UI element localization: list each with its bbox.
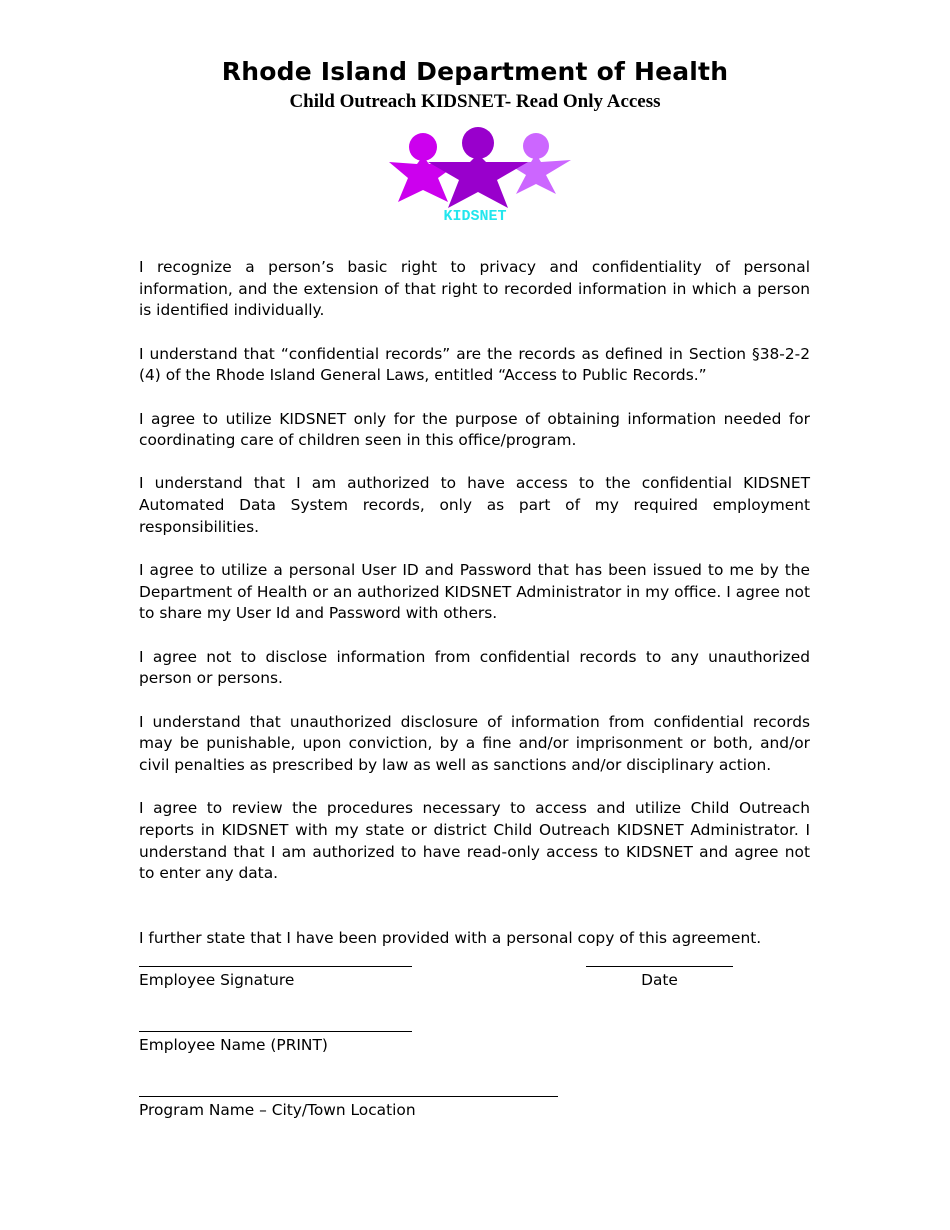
- program-name-label: Program Name – City/Town Location: [139, 1101, 416, 1119]
- kidsnet-logo: [385, 124, 575, 228]
- closing-statement: I further state that I have been provided with a personal copy of this agreement.: [139, 928, 762, 947]
- agreement-body: [139, 257, 810, 971]
- employee-signature-label: Employee Signature: [139, 971, 295, 989]
- date-block: [586, 953, 733, 989]
- page-subtitle: Child Outreach KIDSNET- Read Only Access: [289, 91, 661, 112]
- date-label: Date: [641, 971, 678, 989]
- program-name-line[interactable]: [139, 1083, 558, 1097]
- paragraph: I agree not to disclose information from confidential records to any unauthorized person or persons.: [139, 647, 810, 688]
- paragraph: I understand that I am authorized to have access to the confidential KIDSNET Automated Data System records, only as part of my required employment responsibilities.: [139, 474, 810, 536]
- paragraph: I agree to utilize a personal User ID and Password that has been issued to me by the Department of Health or an authorized KIDSNET Administrator in my office. I agree not to share my User Id and Password with others.: [139, 561, 810, 623]
- employee-name-block: [139, 1018, 412, 1054]
- employee-name-label: Employee Name (PRINT): [139, 1036, 328, 1054]
- paragraph: I understand that unauthorized disclosure of information from confidential records may be punishable, upon conviction, by a fine and/or imprisonment or both, and/or civil penalties as prescribed by law as well as sanctions and/or disciplinary action.: [139, 712, 810, 774]
- paragraph: I understand that “confidential records” are the records as defined in Section §38-2-2 (4) of the Rhode Island General Laws, entitled “Access to Public Records.”: [139, 344, 810, 385]
- employee-signature-line[interactable]: [139, 953, 412, 967]
- program-name-block: [139, 1083, 558, 1119]
- employee-name-line[interactable]: [139, 1018, 412, 1032]
- page-title: Rhode Island Department of Health: [221, 57, 729, 86]
- paragraph: I agree to review the procedures necessary to access and utilize Child Outreach reports in KIDSNET with my state or district Child Outreach KIDSNET Administrator. I understand that I am authorized to have read-only access to KIDSNET and agree not to enter any data.: [139, 799, 810, 883]
- logo-text: KIDSNET: [443, 208, 507, 225]
- paragraph: I recognize a person’s basic right to privacy and confidentiality of personal information, and the extension of that right to recorded information in which a person is identified individually.: [139, 258, 810, 320]
- employee-signature-block: [139, 953, 412, 989]
- paragraph: I agree to utilize KIDSNET only for the purpose of obtaining information needed for coordinating care of children seen in this office/program.: [139, 409, 810, 450]
- date-line[interactable]: [586, 953, 733, 967]
